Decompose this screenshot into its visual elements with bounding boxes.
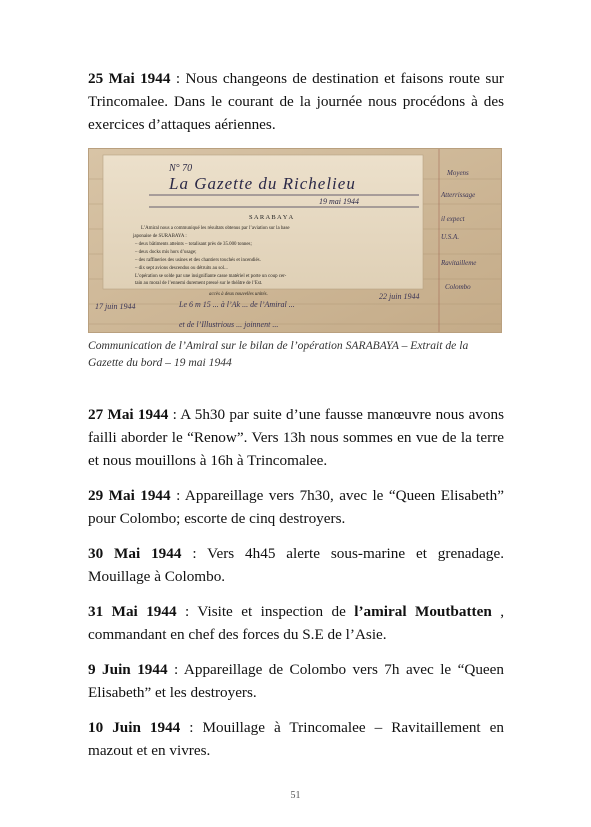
entry-separator: :	[176, 603, 198, 620]
handwriting-margin: Moyens	[447, 169, 469, 177]
handwriting-margin: il expect	[441, 215, 465, 223]
entry-separator: :	[181, 545, 208, 562]
entry-text-bold: l’amiral Moutbatten	[354, 603, 492, 620]
entry-text: Appareillage vers 7h30, avec le “Queen Elisabeth” pour Colombo; escorte de cinq destroyers.	[88, 487, 504, 527]
gazette-issue-date: 19 mai 1944	[319, 197, 359, 206]
handwriting-margin: Atterrissage	[441, 191, 476, 199]
gazette-line: tain au moral de l’ennemi durement pressé sur le théâtre de l’Est.	[135, 281, 263, 286]
entry-text: Vers 4h45 alerte sous-marine et grenadage. Mouillage à Colombo.	[88, 545, 505, 585]
diary-entry-31-mai	[88, 600, 504, 646]
gazette-line: – deux bâtiments atteints – totalisant près de 35.000 tonnes;	[135, 242, 252, 247]
entry-separator: :	[170, 487, 185, 504]
diary-entry-9-juin	[88, 658, 504, 704]
handwriting-margin: Colombo	[445, 283, 471, 291]
entry-date: 31 Mai 1944	[88, 603, 177, 620]
handwriting-line: et de l’Illustrious ... joinnent ...	[179, 320, 279, 329]
handwriting-line: 22 juin 1944	[379, 292, 420, 301]
entry-text: A 5h30 par suite d’une fausse manœuvre nous avons failli aborder le “Renow”. Vers 13h nous sommes en vue de la terre et nous mouillons à 16h à Trincomalee.	[88, 406, 505, 469]
entry-separator: :	[168, 406, 181, 423]
entry-text-after: , commandant en chef des forces du S.E de l’Asie.	[88, 603, 505, 643]
entry-separator: :	[170, 70, 186, 87]
diary-entry-30-mai	[88, 542, 504, 588]
entry-date: 27 Mai 1944	[88, 406, 169, 423]
entry-text: Nous changeons de destination et faisons route sur Trincomalee. Dans le courant de la journée nous procédons à des exercices d’attaques aériennes.	[88, 70, 504, 133]
entry-date: 10 Juin 1944	[88, 719, 181, 736]
gazette-line: – deux docks mis hors d’usage;	[135, 250, 197, 255]
entry-date: 29 Mai 1944	[88, 487, 171, 504]
gazette-masthead: La Gazette du Richelieu	[169, 174, 356, 193]
entry-date: 25 Mai 1944	[88, 70, 171, 87]
gazette-heading: S A R A B A Y A	[249, 214, 294, 221]
handwriting-line: 17 juin 1944	[95, 302, 136, 311]
entry-text: Appareillage de Colombo vers 7h avec le “Queen Elisabeth” et les destroyers.	[88, 661, 504, 701]
diary-entry-27-mai	[88, 403, 504, 472]
gazette-line: L’opération se solde par une insignifiante casse matériel et porte un coup cer-	[135, 274, 287, 279]
gazette-clipping	[103, 155, 423, 297]
gazette-line: L’Amiral nous a communiqué les résultats obtenus par l’aviation sur la base	[141, 226, 290, 231]
entry-date: 30 Mai 1944	[88, 545, 182, 562]
handwriting-margin: Ravitailleme	[441, 259, 477, 267]
entry-date: 9 Juin 1944	[88, 661, 168, 678]
entry-text-before: Visite et inspection de	[197, 603, 355, 620]
handwriting-line: Le 6 m 15 ... à l’Ak ... de l’Amiral ...	[179, 300, 295, 309]
gazette-photo	[88, 148, 502, 333]
gazette-number: N° 70	[169, 163, 193, 174]
entry-separator: :	[180, 719, 203, 736]
diary-entry-10-juin	[88, 716, 504, 762]
entry-text: Mouillage à Trincomalee – Ravitaillement en mazout et en vivres.	[88, 719, 504, 759]
entry-separator: :	[167, 661, 184, 678]
gazette-line: – dix sept avions descendus ou détruits au sol...	[135, 266, 228, 271]
diary-entry-29-mai	[88, 484, 504, 530]
gazette-line: japonaise de SURABAYA :	[133, 234, 187, 239]
gazette-line: accès à deux nouvelles unités.	[209, 292, 268, 297]
gazette-line: – des raffineries des usines et des chantiers touchés et incendiés.	[135, 258, 261, 263]
figure-caption: Communication de l’Amiral sur le bilan de l’opération SARABAYA – Extrait de la Gazette du bord – 19 mai 1944	[88, 339, 469, 369]
handwriting-margin: U.S.A.	[441, 233, 460, 241]
diary-entry-25-mai	[88, 67, 504, 136]
page-number: 51	[290, 790, 301, 801]
